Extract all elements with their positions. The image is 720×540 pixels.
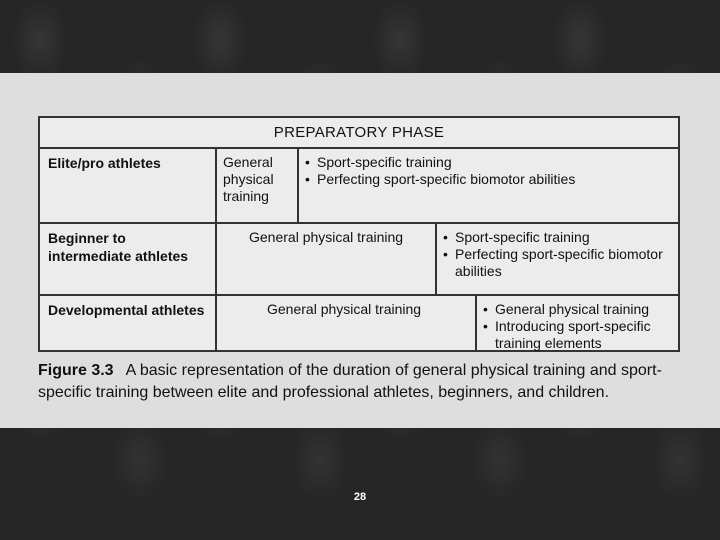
- figure-table: [38, 116, 680, 352]
- phase-header: PREPARATORY PHASE: [40, 118, 678, 149]
- figure-caption: [38, 360, 698, 404]
- table-row: [40, 224, 678, 296]
- row-label: Beginner to intermediate athletes: [40, 224, 217, 294]
- row-label: Elite/pro athletes: [40, 149, 217, 222]
- caption-label: Figure 3.3: [38, 362, 114, 379]
- general-training-cell: General physical training: [217, 224, 437, 294]
- list-item: • Introducing sport-specific training elements: [483, 318, 672, 352]
- list-item: • Sport-specific training: [443, 229, 672, 246]
- list-item: • Sport-specific training: [305, 154, 672, 171]
- list-item: • Perfecting sport-specific biomotor abilities: [305, 171, 672, 188]
- table-row: [40, 149, 678, 224]
- specific-training-cell: [477, 296, 678, 350]
- scanned-book-page: [0, 73, 720, 428]
- list-item: • Perfecting sport-specific biomotor abilities: [443, 246, 672, 280]
- specific-training-cell: [437, 224, 678, 294]
- general-training-cell: General physical training: [217, 149, 299, 222]
- page-number: 28: [353, 491, 367, 503]
- list-item: • General physical training: [483, 301, 672, 318]
- table-row: [40, 296, 678, 350]
- general-training-cell: General physical training: [217, 296, 477, 350]
- specific-training-cell: [299, 149, 678, 222]
- caption-text: A basic representation of the duration of general physical training and sport-specific training between elite and professional athletes, beginners, and children.: [38, 362, 662, 401]
- row-label: Developmental athletes: [40, 296, 217, 350]
